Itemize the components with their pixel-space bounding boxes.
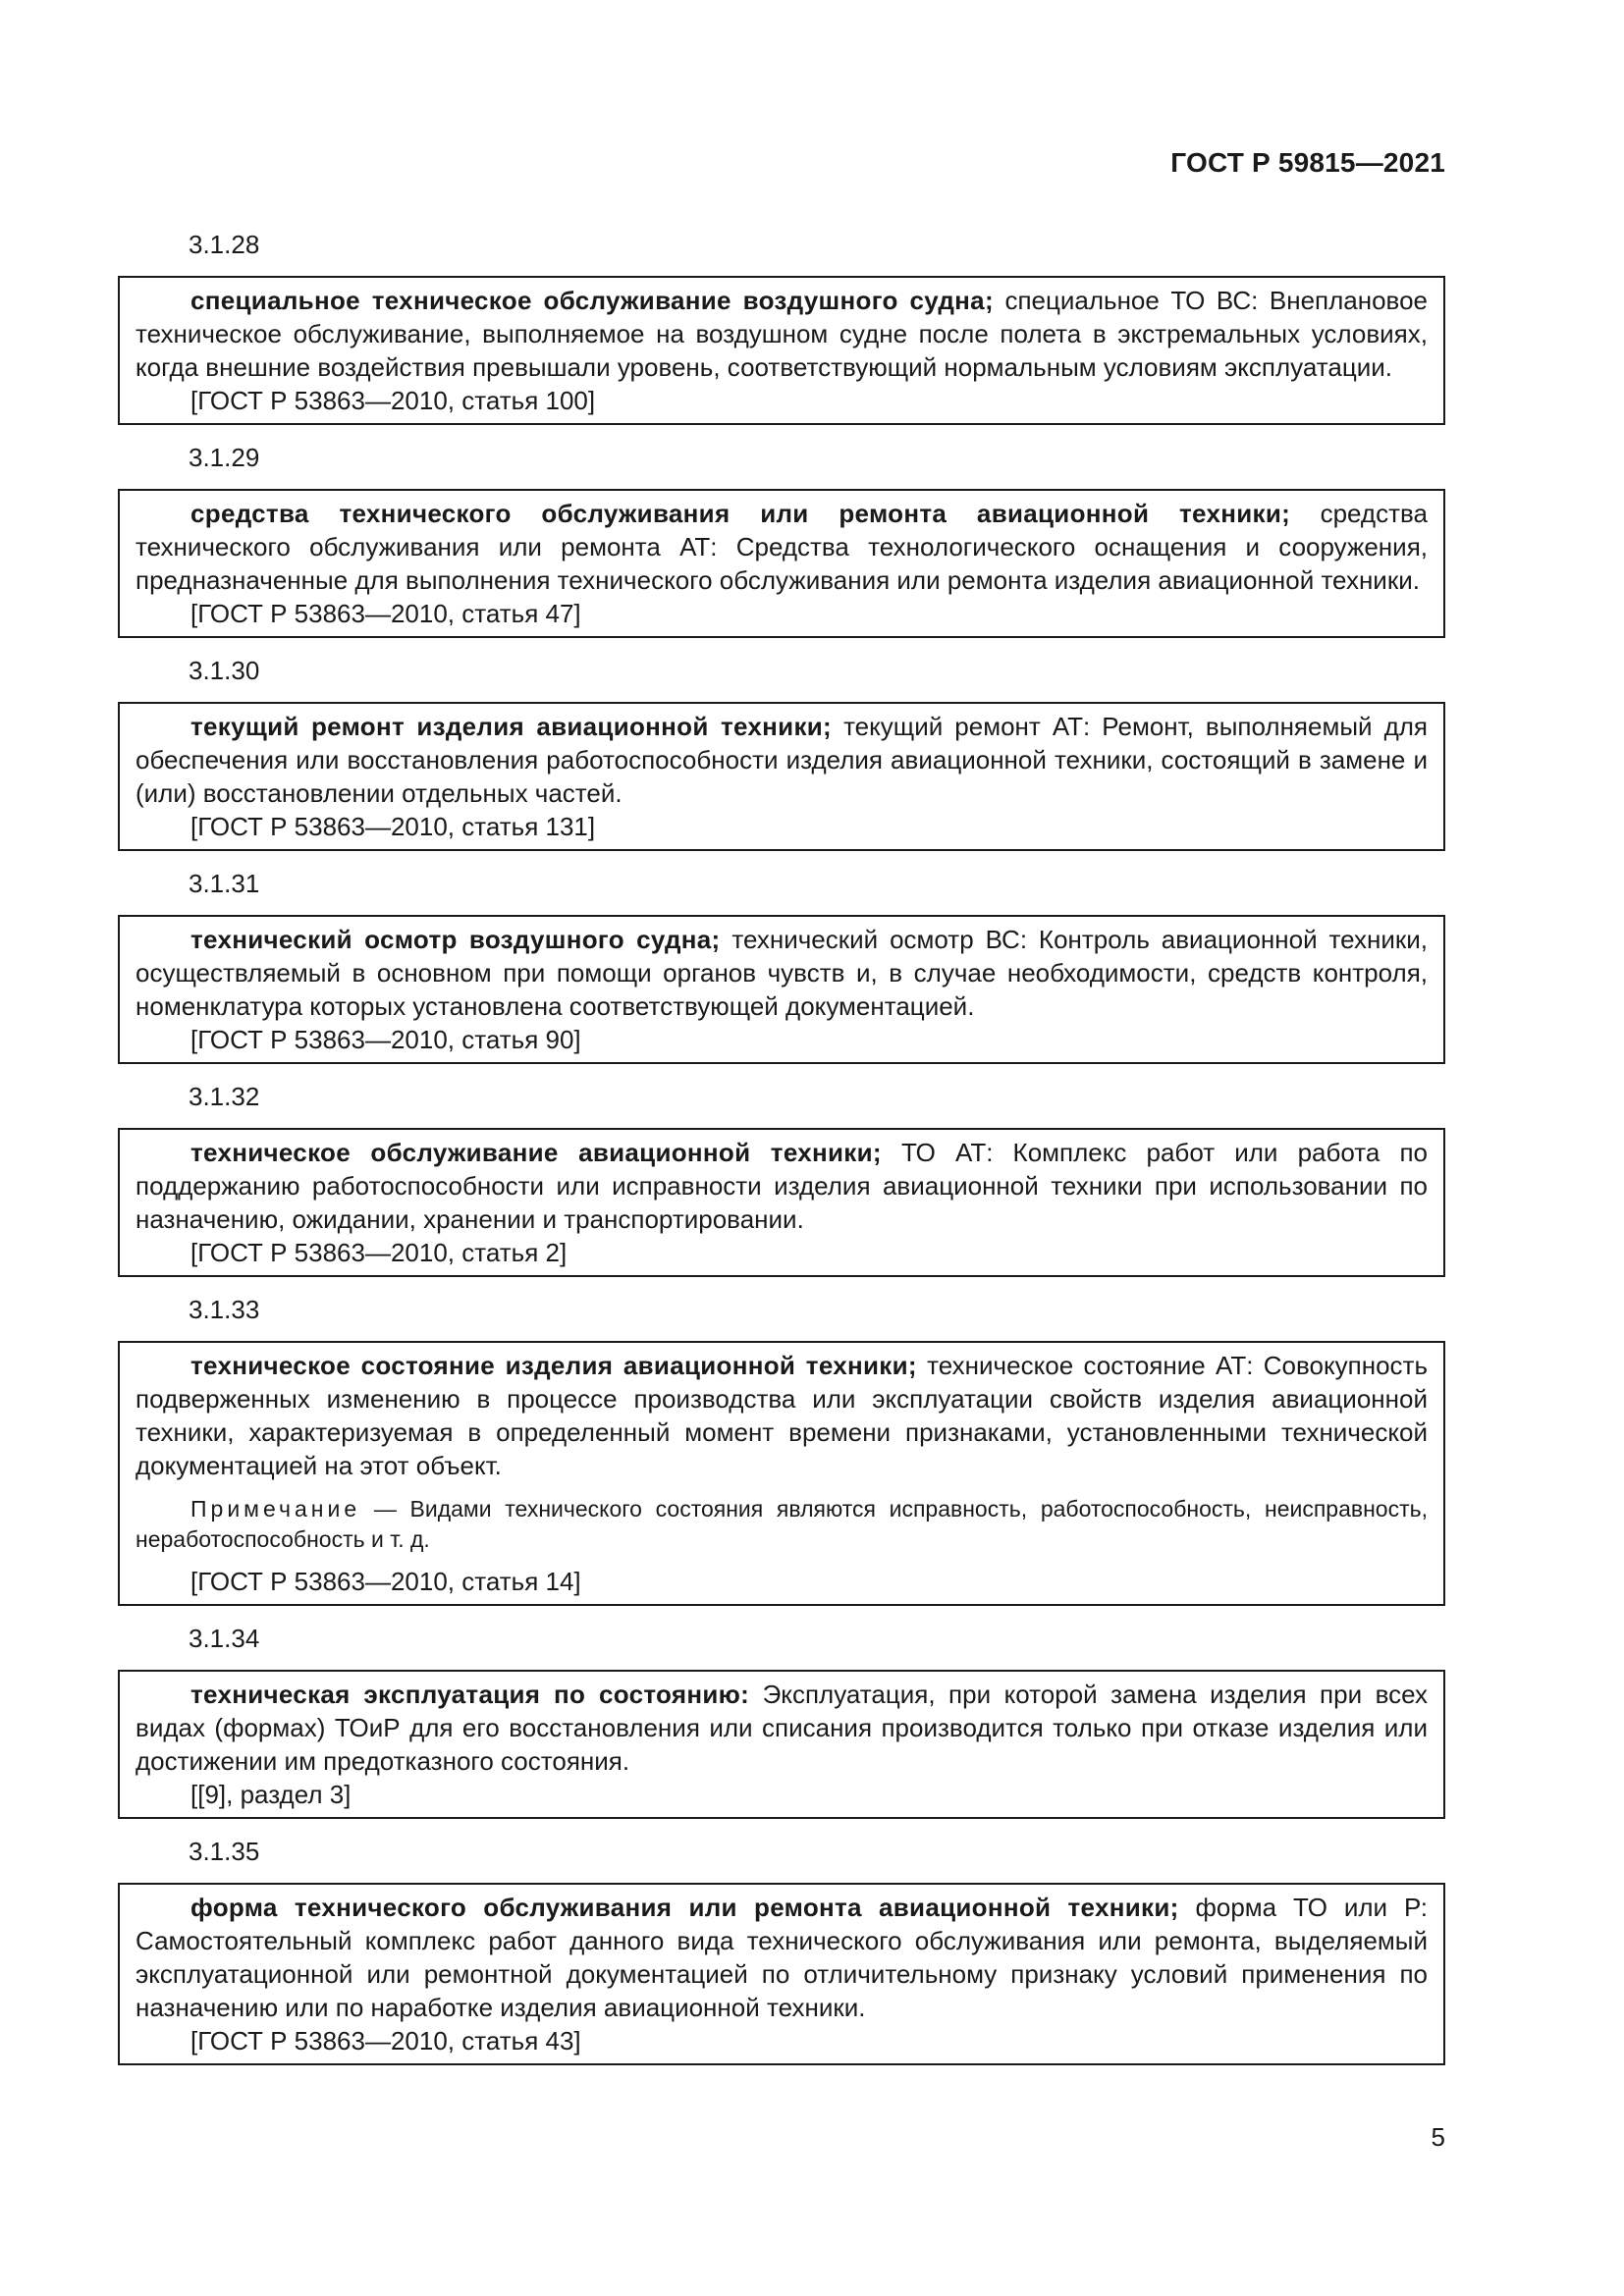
term-source: [ГОСТ Р 53863—2010, статья 90] <box>190 1025 581 1054</box>
term-source: [ГОСТ Р 53863—2010, статья 14] <box>190 1567 581 1596</box>
note-text: — Видами технического состояния являются исправность, работоспособность, неисправность, неработоспособность и т. д. <box>135 1496 1428 1552</box>
term-source: [ГОСТ Р 53863—2010, статья 43] <box>190 2026 581 2056</box>
term-entry <box>118 1341 1445 1606</box>
term-title: технический осмотр воздушного судна; <box>190 925 721 954</box>
term-title: средства технического обслуживания или ремонта авиационной техники; <box>190 499 1291 528</box>
term-number: 3.1.32 <box>189 1082 260 1111</box>
term-title: форма технического обслуживания или ремонта авиационной техники; <box>190 1893 1179 1922</box>
term-source: [ГОСТ Р 53863—2010, статья 47] <box>190 599 581 628</box>
term-title: техническое обслуживание авиационной техники; <box>190 1138 882 1167</box>
term-entry <box>118 1128 1445 1277</box>
term-number: 3.1.31 <box>189 869 260 898</box>
term-definition <box>135 1349 1428 1482</box>
term-definition <box>135 1136 1428 1236</box>
term-note <box>135 1494 1428 1555</box>
term-source: [ГОСТ Р 53863—2010, статья 100] <box>190 386 596 415</box>
term-definition-text: техническое состояние АТ: Совокупность подверженных изменению в процессе производства или эксплуатации свойств изделия авиационной техники, характеризуемая в определенный момент времени признаками, установленными технической документацией на этот объект. <box>135 1351 1428 1480</box>
term-definition <box>135 1891 1428 2024</box>
term-definition-text: средства технического обслуживания или ремонта АТ: Средства технологического оснащения и сооружения, предназначенные для выполнения технического обслуживания или ремонта изделия авиационной техники. <box>135 499 1428 595</box>
term-definition-text: технический осмотр ВС: Контроль авиационной техники, осуществляемый в основном при помощи органов чувств и, в случае необходимости, средств контроля, номенклатура которых установлена соответствующей документацией. <box>135 925 1428 1021</box>
term-entry <box>118 489 1445 638</box>
term-title: текущий ремонт изделия авиационной техники; <box>190 712 833 741</box>
term-entry <box>118 276 1445 425</box>
term-number: 3.1.29 <box>189 443 260 472</box>
term-entry <box>118 1883 1445 2065</box>
term-definition-text: Эксплуатация, при которой замена изделия при всех видах (формах) ТОиР для его восстановления или списания производится только при отказе изделия или достижении им предотказного состояния. <box>135 1680 1428 1776</box>
term-entry <box>118 702 1445 851</box>
term-definition <box>135 1678 1428 1778</box>
term-definition <box>135 923 1428 1023</box>
term-definition-text: текущий ремонт АТ: Ремонт, выполняемый для обеспечения или восстановления работоспособности изделия авиационной техники, состоящий в замене и (или) восстановлении отдельных частей. <box>135 712 1429 808</box>
page-number: 5 <box>1431 2122 1445 2152</box>
term-definition <box>135 284 1428 384</box>
term-source: [ГОСТ Р 53863—2010, статья 131] <box>190 812 596 841</box>
term-definition <box>135 710 1428 810</box>
term-definition-text: ТО АТ: Комплекс работ или работа по поддержанию работоспособности или исправности изделия авиационной техники при использовании по назначению, ожидании, хранении и транспортировании. <box>135 1138 1428 1234</box>
term-title: техническое состояние изделия авиационной техники; <box>190 1351 917 1380</box>
term-number: 3.1.30 <box>189 656 260 685</box>
term-entry <box>118 1670 1445 1819</box>
term-source: [[9], раздел 3] <box>190 1780 352 1809</box>
term-title: специальное техническое обслуживание воздушного судна; <box>190 286 994 315</box>
terms-list <box>118 228 1445 2081</box>
term-number: 3.1.35 <box>189 1837 260 1866</box>
term-entry <box>118 915 1445 1064</box>
term-title: техническая эксплуатация по состоянию: <box>190 1680 750 1709</box>
term-definition-text: форма ТО или Р: Самостоятельный комплекс работ данного вида технического обслуживания или ремонта, выделяемый эксплуатационной или ремонтной документацией по отличительному признаку условий применения по назначению или по наработке изделия авиационной техники. <box>135 1893 1428 2022</box>
term-number: 3.1.28 <box>189 230 260 259</box>
term-number: 3.1.34 <box>189 1624 260 1653</box>
term-definition-text: специальное ТО ВС: Внеплановое техническое обслуживание, выполняемое на воздушном судне после полета в экстремальных условиях, когда внешние воздействия превышали уровень, соответствующий нормальным условиям эксплуатации. <box>135 286 1428 382</box>
term-source: [ГОСТ Р 53863—2010, статья 2] <box>190 1238 568 1267</box>
document-code: ГОСТ Р 59815—2021 <box>1170 147 1445 178</box>
term-number: 3.1.33 <box>189 1295 260 1324</box>
term-definition <box>135 497 1428 597</box>
note-label: Примечание <box>190 1496 361 1522</box>
